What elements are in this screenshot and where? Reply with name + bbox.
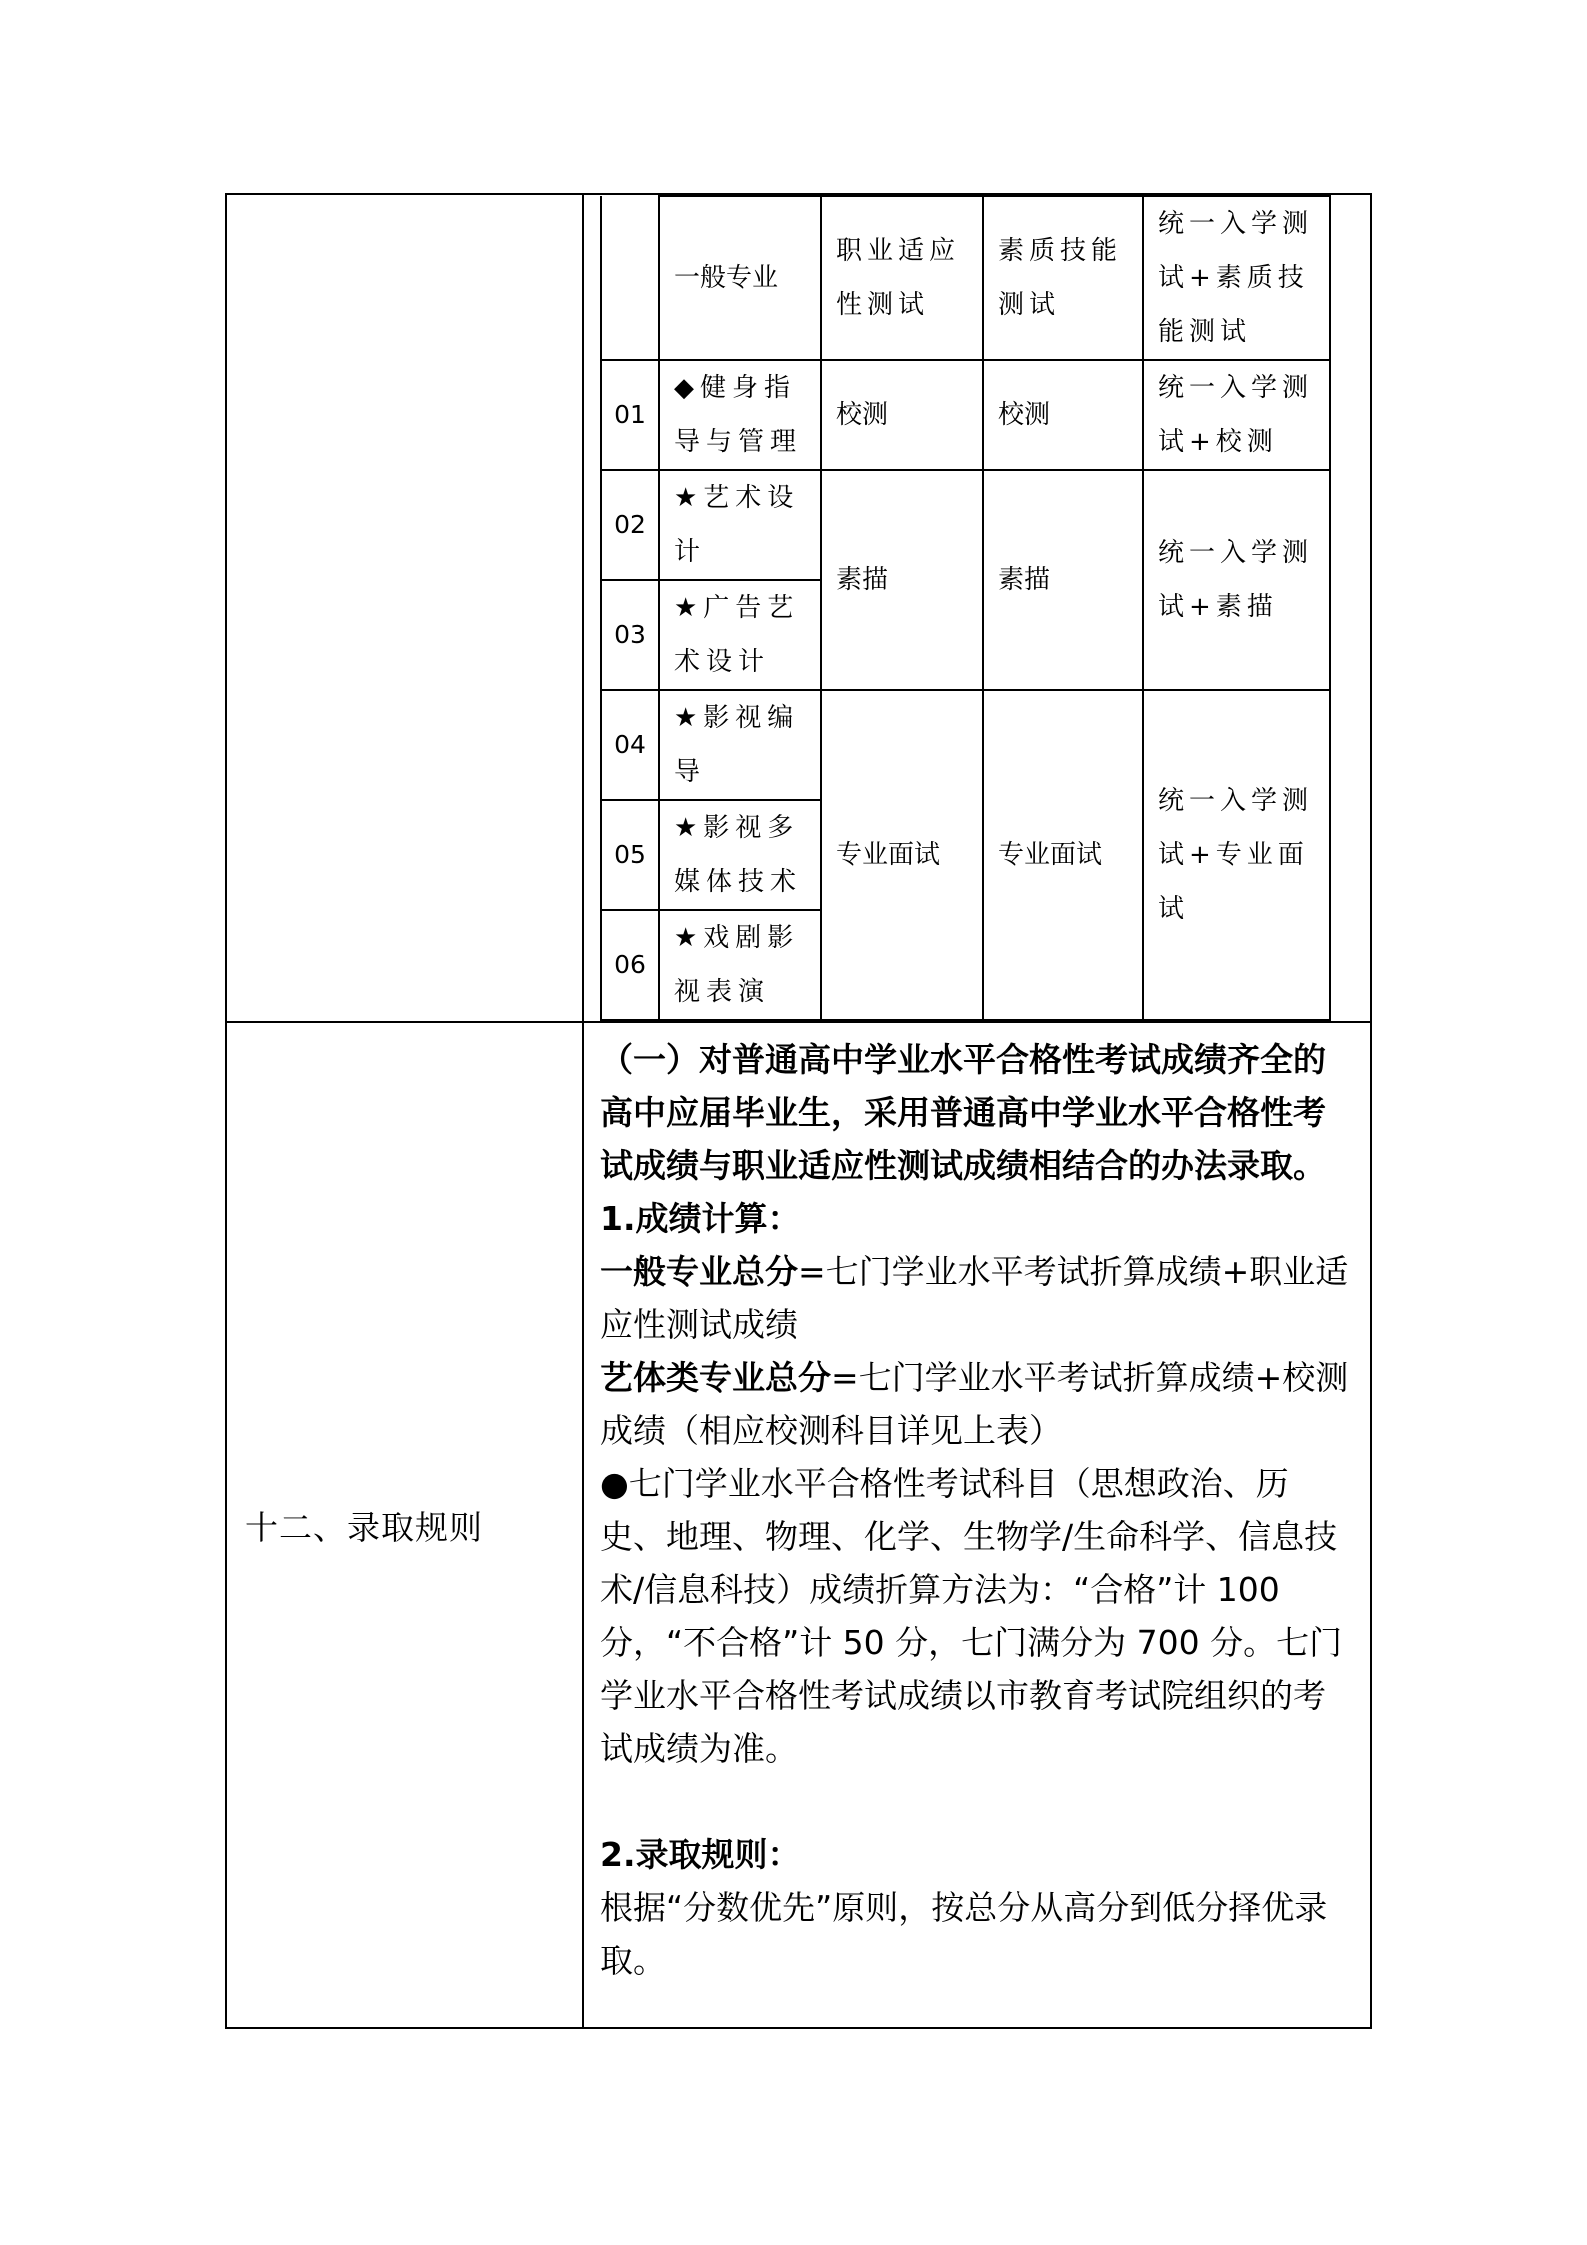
row-major: ★艺术设计 xyxy=(659,470,821,580)
row-unified: 统一入学测试+校测 xyxy=(1143,360,1330,470)
section-label-cell xyxy=(226,1022,583,2028)
header-major-type: 一般专业 xyxy=(659,196,821,360)
row-major: ★影视多媒体技术 xyxy=(659,800,821,910)
intro-paragraph: （一）对普通高中学业水平合格性考试成绩齐全的高中应届毕业生，采用普通高中学业水平合格性考试成绩与职业适应性测试成绩相结合的办法录取。 xyxy=(600,1040,1326,1185)
rules-cell xyxy=(583,1022,1371,2028)
row-code: 03 xyxy=(601,580,659,690)
art-total-formula: =七门学业水平考试折算成绩+校测成绩（相应校测科目详见上表） xyxy=(600,1358,1349,1450)
general-total-line xyxy=(600,1245,1354,1351)
admission-rules xyxy=(584,1023,1370,1987)
general-total-formula: =七门学业水平考试折算成绩+职业适应性测试成绩 xyxy=(600,1252,1349,1344)
paragraph-gap xyxy=(600,1775,1354,1828)
header-interview: 职业适应性测试 xyxy=(821,196,983,360)
subjects-note: ●七门学业水平合格性考试科目（思想政治、历史、地理、物理、化学、生物学/生命科学、信息技术/信息科技）成绩折算方法为：“合格”计 100 分，“不合格”计 50 分，七门满分为 700 分。七门学业水平合格性考试成绩以市教育考试院组织的考试成绩为准。 xyxy=(600,1464,1343,1768)
header-unified: 统一入学测试+素质技能测试 xyxy=(1143,196,1330,360)
row-code: 01 xyxy=(601,360,659,470)
art-interview: 素描 xyxy=(821,470,983,690)
score-heading: 1.成绩计算： xyxy=(600,1199,801,1238)
empty-label-cell xyxy=(226,194,583,1022)
section-label: 十二、录取规则 xyxy=(245,1507,483,1547)
row-interview: 校测 xyxy=(821,360,983,470)
row-code: 05 xyxy=(601,800,659,910)
row-code: 02 xyxy=(601,470,659,580)
row-code: 04 xyxy=(601,690,659,800)
film-skill: 专业面试 xyxy=(983,690,1143,1020)
document-table xyxy=(225,193,1372,2029)
art-unified: 统一入学测试+素描 xyxy=(1143,470,1330,690)
header-skill: 素质技能测试 xyxy=(983,196,1143,360)
table-row xyxy=(601,470,1330,580)
film-interview: 专业面试 xyxy=(821,690,983,1020)
table-row xyxy=(601,360,1330,470)
row-skill: 校测 xyxy=(983,360,1143,470)
row-major: ★影视编导 xyxy=(659,690,821,800)
film-unified: 统一入学测试+专业面试 xyxy=(1143,690,1330,1020)
general-total-label: 一般专业总分 xyxy=(600,1252,798,1291)
art-total-label: 艺体类专业总分 xyxy=(600,1358,831,1397)
header-blank-cell xyxy=(601,196,659,360)
test-table-cell xyxy=(583,194,1371,1022)
table-header-row xyxy=(601,196,1330,360)
art-skill: 素描 xyxy=(983,470,1143,690)
table-row xyxy=(601,690,1330,800)
admission-heading: 2.录取规则： xyxy=(600,1835,801,1874)
admission-text: 根据“分数优先”原则，按总分从高分到低分择优录取。 xyxy=(600,1888,1328,1980)
art-total-line xyxy=(600,1351,1354,1457)
row-major: ★戏剧影视表演 xyxy=(659,910,821,1020)
row-code: 06 xyxy=(601,910,659,1020)
row-major: ◆健身指导与管理 xyxy=(659,360,821,470)
row-major: ★广告艺术设计 xyxy=(659,580,821,690)
test-requirements-table xyxy=(600,195,1331,1021)
